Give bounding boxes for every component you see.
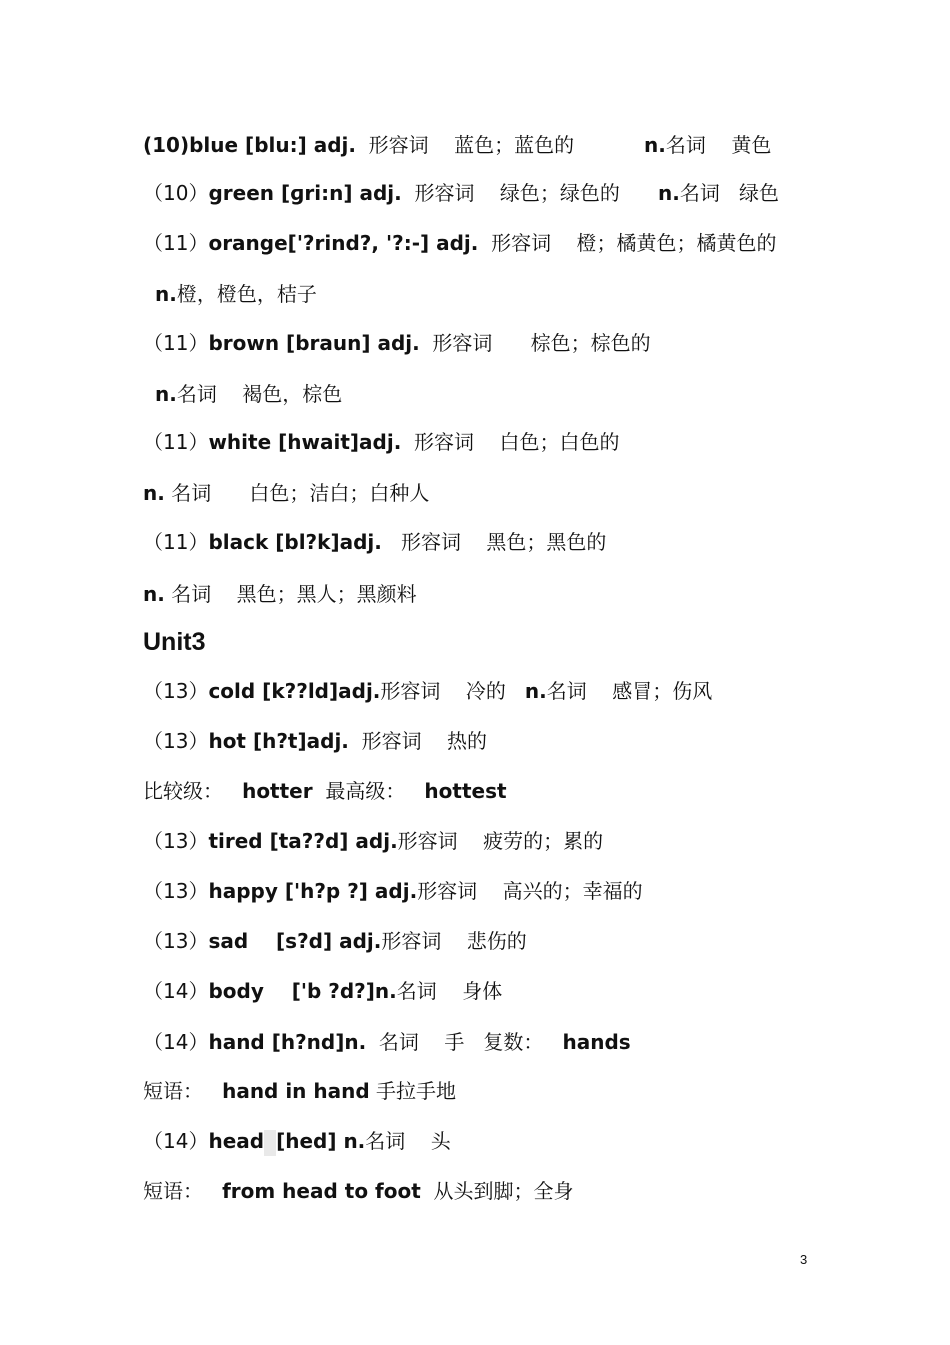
vocab-line xyxy=(143,1077,456,1105)
vocab-text: （13） xyxy=(143,679,209,703)
vocab-line xyxy=(143,877,643,905)
vocab-term: n. xyxy=(658,181,680,205)
unit-heading: Unit3 xyxy=(143,628,206,656)
vocab-term: orange['?rind?, '?:-] adj. xyxy=(208,231,479,255)
vocab-text: 手拉手地 xyxy=(369,1079,457,1103)
vocab-text: （14） xyxy=(143,979,209,1003)
vocab-term: hottest xyxy=(424,779,507,803)
vocab-text: 形容词 疲劳的；累的 xyxy=(397,829,604,853)
vocab-line xyxy=(143,229,777,257)
vocab-text: （13） xyxy=(143,729,209,753)
vocab-line xyxy=(143,1028,631,1056)
vocab-term: hand in hand xyxy=(222,1079,370,1103)
vocab-text: 形容词 绿色；绿色的 xyxy=(401,181,659,205)
vocab-text: 从头到脚；全身 xyxy=(420,1179,574,1203)
vocab-term: head xyxy=(208,1129,265,1153)
vocab-text: 形容词 白色；白色的 xyxy=(401,430,620,454)
vocab-line xyxy=(143,977,502,1005)
vocab-term: hand [h?nd]n. xyxy=(208,1030,367,1054)
vocab-line xyxy=(143,329,651,357)
vocab-line xyxy=(143,827,603,855)
vocab-term: n. xyxy=(644,133,666,157)
vocab-line xyxy=(143,528,606,556)
vocab-term: body ['b ?d?]n. xyxy=(208,979,397,1003)
vocab-text: （13） xyxy=(143,929,209,953)
vocab-text: 形容词 棕色；棕色的 xyxy=(419,331,651,355)
vocab-text: （13） xyxy=(143,829,209,853)
vocab-term: from head to foot xyxy=(222,1179,421,1203)
vocab-text: （11） xyxy=(143,430,209,454)
vocab-text: （14） xyxy=(143,1030,209,1054)
vocab-term: n. xyxy=(143,481,165,505)
vocab-term: n. xyxy=(143,582,165,606)
vocab-text: 形容词 悲伤的 xyxy=(381,929,527,953)
vocab-text: 形容词 蓝色；蓝色的 xyxy=(355,133,645,157)
vocab-line xyxy=(155,280,317,308)
vocab-text: 名词 绿色 xyxy=(679,181,779,205)
vocab-term: [hed] n. xyxy=(276,1129,366,1153)
vocab-text: 名词 手 复数： xyxy=(366,1030,563,1054)
vocab-term: hot [h?t]adj. xyxy=(208,729,349,753)
vocab-text: （14） xyxy=(143,1129,209,1153)
vocab-text: 名词 头 xyxy=(365,1129,451,1153)
vocab-text: 比较级： xyxy=(143,779,243,803)
vocab-text: 形容词 黑色；黑色的 xyxy=(381,530,607,554)
vocab-line xyxy=(143,927,527,955)
vocab-line xyxy=(143,580,417,608)
page-number: 3 xyxy=(800,1252,808,1267)
vocab-text: 短语： xyxy=(143,1179,223,1203)
vocab-line xyxy=(143,677,712,705)
vocab-term: n. xyxy=(155,282,177,306)
vocab-text: 名词 身体 xyxy=(396,979,503,1003)
vocab-line xyxy=(143,1177,574,1205)
vocab-term: n. xyxy=(155,382,177,406)
vocab-line xyxy=(155,380,342,408)
vocab-term: black [bl?k]adj. xyxy=(208,530,382,554)
vocab-line xyxy=(143,777,507,805)
vocab-term: (10)blue [blu:] adj. xyxy=(143,133,356,157)
vocab-text: （10） xyxy=(143,181,209,205)
vocab-term: sad [s?d] adj. xyxy=(208,929,382,953)
vocab-term: n. xyxy=(524,679,547,703)
vocab-line xyxy=(143,131,771,159)
vocab-text: 名词 感冒；伤风 xyxy=(546,679,713,703)
vocab-text: 名词 褐色，棕色 xyxy=(176,382,343,406)
vocab-line xyxy=(143,727,487,755)
vocab-text: 名词 黄色 xyxy=(665,133,772,157)
vocab-term: white [hwait]adj. xyxy=(208,430,402,454)
vocab-text: （13） xyxy=(143,879,209,903)
vocab-text: 名词 白色；洁白；白种人 xyxy=(164,481,430,505)
vocab-term: tired [ta??d] adj. xyxy=(208,829,398,853)
vocab-text: （11） xyxy=(143,331,209,355)
vocab-text xyxy=(264,1130,276,1156)
vocab-term: happy ['h?p ?] adj. xyxy=(208,879,418,903)
vocab-term: hands xyxy=(562,1030,631,1054)
vocab-text: 形容词 冷的 xyxy=(380,679,525,703)
vocab-term: brown [braun] adj. xyxy=(208,331,420,355)
vocab-text: 形容词 橙；橘黄色；橘黄色的 xyxy=(478,231,777,255)
vocab-term: cold [k??ld]adj. xyxy=(208,679,381,703)
vocab-line xyxy=(143,179,779,207)
vocab-term: hotter xyxy=(242,779,313,803)
vocab-text: 名词 黑色；黑人；黑颜料 xyxy=(164,582,417,606)
vocab-line xyxy=(143,428,619,456)
vocab-text: （11） xyxy=(143,530,209,554)
vocab-line xyxy=(143,1127,451,1156)
vocab-text: 形容词 热的 xyxy=(348,729,488,753)
vocab-text: 最高级： xyxy=(312,779,425,803)
vocab-text: 短语： xyxy=(143,1079,223,1103)
vocab-text: 形容词 高兴的；幸福的 xyxy=(417,879,643,903)
vocab-text: （11） xyxy=(143,231,209,255)
vocab-text: 橙，橙色，桔子 xyxy=(176,282,317,306)
vocab-term: green [ɡri:n] adj. xyxy=(208,181,402,205)
vocab-line xyxy=(143,479,429,507)
